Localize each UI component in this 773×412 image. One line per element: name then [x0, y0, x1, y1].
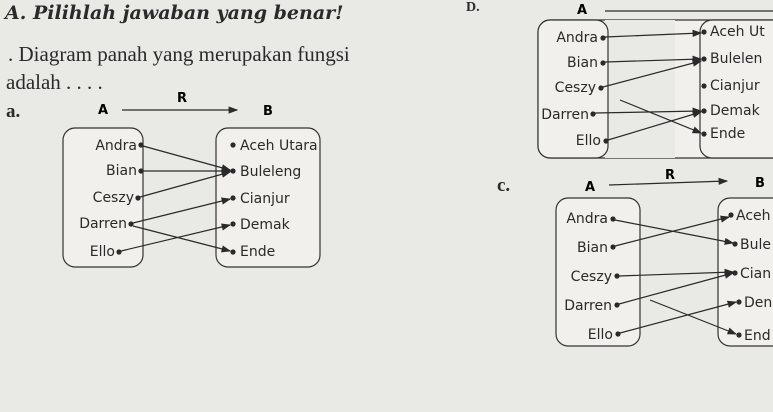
- codomain-item: Den: [744, 295, 773, 311]
- codomain-item: Cian: [740, 266, 772, 282]
- codomain-item: Ende: [240, 244, 276, 260]
- diagram-b: [538, 3, 773, 158]
- codomain-item: Aceh Ut: [710, 24, 765, 40]
- domain-item: Ello: [587, 327, 613, 343]
- diagram-c-codomain-label: B: [755, 176, 765, 191]
- codomain-item: Demak: [710, 103, 760, 119]
- stray-option-letter: D.: [466, 0, 480, 15]
- domain-item: Andra: [556, 30, 598, 46]
- diagram-c-domain-label: A: [585, 180, 596, 195]
- domain-item: Andra: [566, 211, 608, 227]
- domain-item: Bian: [567, 55, 598, 71]
- diagram-a: [63, 91, 320, 267]
- codomain-item: Buleleng: [240, 164, 302, 180]
- codomain-item: Bulelen: [710, 51, 763, 67]
- diagram-a-codomain-label: B: [263, 104, 273, 119]
- diagram-c: [556, 168, 773, 346]
- codomain-item: Demak: [240, 217, 290, 233]
- domain-item: Ello: [575, 133, 601, 149]
- codomain-item: Bule: [740, 237, 771, 253]
- domain-item: Ceszy: [92, 190, 134, 206]
- codomain-item: Cianjur: [710, 78, 760, 94]
- diagram-a-relation-label: R: [177, 91, 188, 106]
- domain-item: Ello: [89, 244, 115, 260]
- domain-item: Bian: [106, 163, 137, 179]
- codomain-item: Ende: [710, 126, 746, 142]
- question-line-1: . Diagram panah yang merupakan fungsi: [8, 42, 350, 66]
- domain-item: Ceszy: [554, 80, 596, 96]
- codomain-item: Cianjur: [240, 191, 290, 207]
- domain-item: Bian: [577, 240, 608, 256]
- domain-item: Darren: [79, 216, 127, 232]
- instruction-header: A. Pilihlah jawaban yang benar!: [5, 2, 344, 24]
- domain-item: Darren: [564, 298, 612, 314]
- codomain-item: Aceh: [736, 208, 771, 224]
- codomain-item: End: [744, 328, 771, 344]
- codomain-item: Aceh Utara: [240, 138, 318, 154]
- domain-item: Andra: [95, 138, 137, 154]
- diagram-c-relation-label: R: [665, 168, 676, 183]
- question-line-2: adalah . . . .: [6, 70, 103, 94]
- option-a-letter: a.: [6, 101, 21, 122]
- option-c-letter: c.: [497, 175, 511, 196]
- diagram-a-domain-label: A: [98, 103, 109, 118]
- domain-item: Darren: [541, 107, 589, 123]
- diagram-b-domain-label: A: [577, 3, 588, 18]
- domain-item: Ceszy: [570, 269, 612, 285]
